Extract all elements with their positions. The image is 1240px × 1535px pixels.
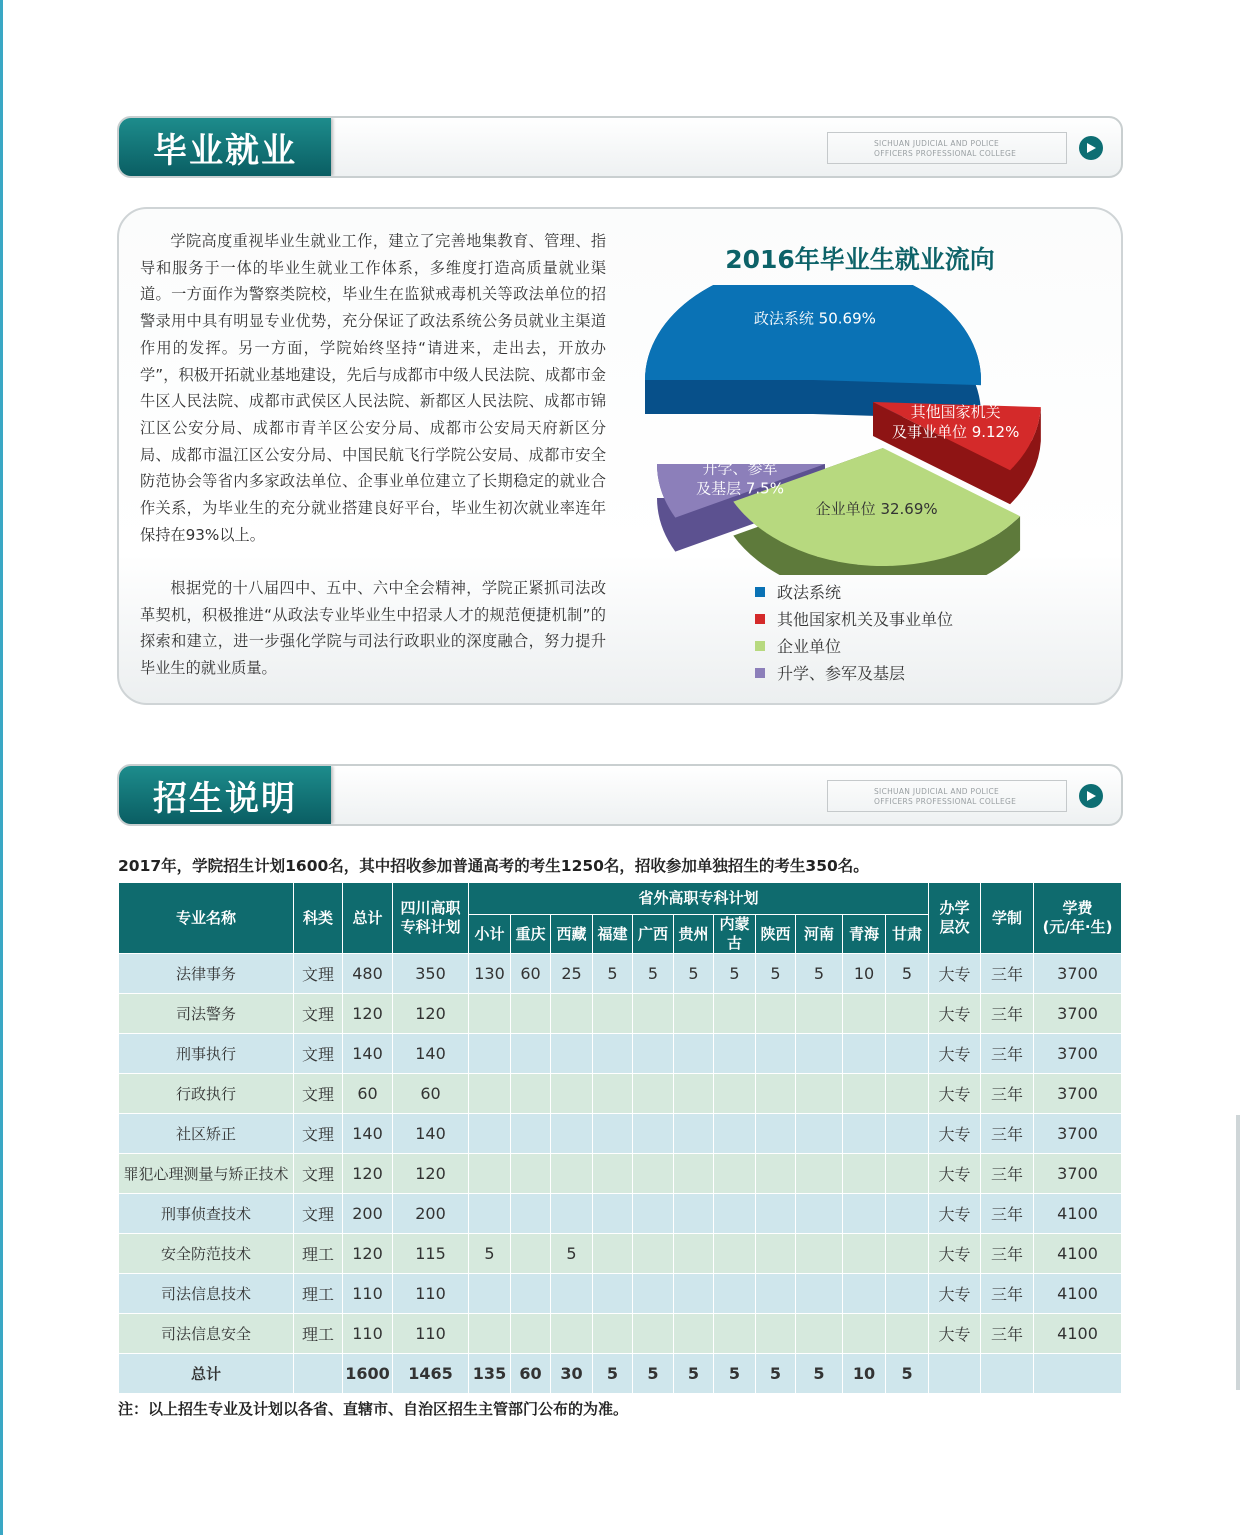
cell-p10: [886, 1074, 929, 1114]
cell-p4: [633, 1194, 674, 1234]
cell-total: 1600: [343, 1354, 393, 1394]
table-row: [119, 1314, 1122, 1354]
legend-item: [755, 578, 953, 605]
cell-p2: 25: [551, 954, 593, 994]
play-arrow-button[interactable]: [1079, 784, 1103, 808]
cell-p10: [886, 1154, 929, 1194]
legend-item: [755, 605, 953, 632]
cell-p9: 10: [843, 954, 886, 994]
cell-p4: 5: [633, 1354, 674, 1394]
cell-p8: [796, 1274, 843, 1314]
cell-p7: [756, 1314, 796, 1354]
cell-sichuan: 110: [393, 1274, 469, 1314]
pie-slice: [645, 285, 981, 385]
cell-p5: [674, 1274, 714, 1314]
cell-major: 总计: [119, 1354, 294, 1394]
cell-p10: [886, 1114, 929, 1154]
cell-p6: [714, 1074, 756, 1114]
cell-p3: [593, 1314, 633, 1354]
header-line: (元/年·生): [1042, 918, 1113, 936]
cell-p10: [886, 1234, 929, 1274]
cell-total: 120: [343, 1234, 393, 1274]
cell-p9: [843, 1074, 886, 1114]
cell-p9: [843, 1274, 886, 1314]
cell-p6: [714, 1154, 756, 1194]
cell-p1: [511, 1114, 551, 1154]
col-header-province: 福建: [593, 915, 633, 954]
cell-p10: [886, 1314, 929, 1354]
cell-major: 法律事务: [119, 954, 294, 994]
cell-p6: [714, 1234, 756, 1274]
cell-p9: 10: [843, 1354, 886, 1394]
cell-subject: 文理: [294, 1194, 343, 1234]
cell-total: 200: [343, 1194, 393, 1234]
chart-title: 2016年毕业生就业流向: [725, 245, 995, 274]
col-header-outside-plan: 省外高职专科计划: [469, 883, 929, 915]
cell-fee: 3700: [1034, 1154, 1122, 1194]
col-header-major: 专业名称: [119, 883, 294, 954]
pie-data-label: 升学、参军: [702, 459, 778, 478]
cell-p2: [551, 1194, 593, 1234]
pie-data-label: 其他国家机关: [910, 402, 1001, 421]
legend-swatch: [755, 641, 765, 651]
cell-p3: [593, 1274, 633, 1314]
cell-p2: [551, 1074, 593, 1114]
cell-p10: 5: [886, 1354, 929, 1394]
play-arrow-icon: [1085, 142, 1097, 154]
cell-subject: 文理: [294, 1074, 343, 1114]
cell-subject: 理工: [294, 1234, 343, 1274]
cell-level: 大专: [929, 994, 981, 1034]
cell-duration: 三年: [981, 1114, 1034, 1154]
cell-p9: [843, 994, 886, 1034]
cell-duration: 三年: [981, 1074, 1034, 1114]
table-row: [119, 1274, 1122, 1314]
cell-p7: [756, 1114, 796, 1154]
col-header-province: 内蒙古: [714, 915, 756, 954]
cell-p2: 30: [551, 1354, 593, 1394]
cell-p7: 5: [756, 954, 796, 994]
cell-p6: [714, 1114, 756, 1154]
cell-p5: [674, 1314, 714, 1354]
cell-p4: 5: [633, 954, 674, 994]
cell-p10: [886, 994, 929, 1034]
cell-sichuan: 140: [393, 1114, 469, 1154]
college-name-box: [827, 780, 1067, 812]
cell-fee: 3700: [1034, 994, 1122, 1034]
table-row: [119, 994, 1122, 1034]
cell-p8: [796, 1234, 843, 1274]
cell-level: 大专: [929, 1154, 981, 1194]
pie-data-label: 政法系统 50.69%: [753, 309, 876, 328]
cell-major: 社区矫正: [119, 1114, 294, 1154]
col-header-province: 青海: [843, 915, 886, 954]
cell-p4: [633, 1074, 674, 1114]
cell-p0: [469, 994, 511, 1034]
cell-p5: [674, 994, 714, 1034]
section-title: 招生说明: [119, 766, 331, 824]
cell-duration: 三年: [981, 1274, 1034, 1314]
college-name-line: OFFICERS PROFESSIONAL COLLEGE: [874, 797, 1017, 806]
cell-p7: [756, 1154, 796, 1194]
cell-subject: 文理: [294, 994, 343, 1034]
cell-p4: [633, 1234, 674, 1274]
col-header-sichuan: [393, 883, 469, 954]
table-row: [119, 1194, 1122, 1234]
cell-major: 刑事侦查技术: [119, 1194, 294, 1234]
cell-p2: [551, 1154, 593, 1194]
cell-p1: [511, 994, 551, 1034]
cell-sichuan: 110: [393, 1314, 469, 1354]
cell-p5: [674, 1194, 714, 1234]
cell-p6: 5: [714, 954, 756, 994]
section-header-admission: [117, 764, 1123, 826]
cell-duration: 三年: [981, 1034, 1034, 1074]
cell-p3: [593, 1034, 633, 1074]
cell-fee: 3700: [1034, 1034, 1122, 1074]
cell-p6: [714, 1194, 756, 1234]
cell-sichuan: 1465: [393, 1354, 469, 1394]
cell-duration: [981, 1354, 1034, 1394]
cell-p3: [593, 1194, 633, 1234]
cell-p3: [593, 1114, 633, 1154]
cell-p9: [843, 1034, 886, 1074]
cell-p8: 5: [796, 954, 843, 994]
cell-total: 110: [343, 1314, 393, 1354]
cell-p3: [593, 994, 633, 1034]
cell-p0: [469, 1074, 511, 1114]
cell-p6: 5: [714, 1354, 756, 1394]
section-header-employment: [117, 116, 1123, 178]
cell-sichuan: 350: [393, 954, 469, 994]
cell-p6: [714, 1274, 756, 1314]
college-name-line: SICHUAN JUDICIAL AND POLICE: [874, 139, 1000, 148]
cell-p7: [756, 1194, 796, 1234]
cell-sichuan: 200: [393, 1194, 469, 1234]
cell-fee: 3700: [1034, 1074, 1122, 1114]
cell-p9: [843, 1194, 886, 1234]
cell-p0: [469, 1154, 511, 1194]
col-header-duration: 学制: [981, 883, 1034, 954]
admission-table: [118, 882, 1122, 1394]
col-header-province: 小计: [469, 915, 511, 954]
legend-label: 企业单位: [777, 637, 842, 656]
college-name-line: SICHUAN JUDICIAL AND POLICE: [874, 787, 1000, 796]
legend-swatch: [755, 668, 765, 678]
table-row: [119, 954, 1122, 994]
cell-total: 120: [343, 1154, 393, 1194]
cell-subject: 文理: [294, 954, 343, 994]
cell-p10: [886, 1034, 929, 1074]
col-header-province: 河南: [796, 915, 843, 954]
cell-duration: 三年: [981, 954, 1034, 994]
cell-p7: [756, 1274, 796, 1314]
cell-p7: [756, 1034, 796, 1074]
section-title: 毕业就业: [119, 118, 331, 176]
cell-p0: [469, 1274, 511, 1314]
col-header-total: 总计: [343, 883, 393, 954]
cell-p3: [593, 1234, 633, 1274]
cell-p1: [511, 1274, 551, 1314]
employment-paragraph: 根据党的十八届四中、五中、六中全会精神，学院正紧抓司法改革契机，积极推进“从政法专业毕业生中招录人才的规范便捷机制”的探索和建立，进一步强化学院与司法行政职业的深度融合，努力提升毕业生的就业质量。: [140, 579, 606, 678]
header-line: 层次: [939, 918, 970, 936]
pie-data-label: 及基层 7.5%: [696, 479, 784, 498]
cell-p4: [633, 1114, 674, 1154]
play-arrow-icon: [1085, 790, 1097, 802]
col-header-province: 西藏: [551, 915, 593, 954]
cell-p4: [633, 994, 674, 1034]
cell-p9: [843, 1234, 886, 1274]
cell-p8: [796, 1034, 843, 1074]
cell-fee: 4100: [1034, 1274, 1122, 1314]
page-edge-tab: [1236, 1115, 1240, 1390]
legend-item: [755, 659, 953, 686]
cell-level: 大专: [929, 1274, 981, 1314]
cell-p1: [511, 1314, 551, 1354]
cell-level: 大专: [929, 1034, 981, 1074]
cell-major: 司法信息技术: [119, 1274, 294, 1314]
page-edge-line: [0, 0, 3, 1535]
cell-major: 司法警务: [119, 994, 294, 1034]
cell-p5: [674, 1234, 714, 1274]
cell-subject: 文理: [294, 1034, 343, 1074]
cell-subject: 理工: [294, 1314, 343, 1354]
cell-level: [929, 1354, 981, 1394]
col-header-province: 甘肃: [886, 915, 929, 954]
cell-p2: [551, 1114, 593, 1154]
cell-level: 大专: [929, 1314, 981, 1354]
cell-p6: [714, 1314, 756, 1354]
table-row: [119, 1074, 1122, 1114]
cell-sichuan: 140: [393, 1034, 469, 1074]
cell-p5: [674, 1114, 714, 1154]
cell-p2: [551, 1034, 593, 1074]
cell-p5: 5: [674, 1354, 714, 1394]
cell-p0: 130: [469, 954, 511, 994]
cell-major: 刑事执行: [119, 1034, 294, 1074]
cell-p7: [756, 1074, 796, 1114]
cell-fee: 4100: [1034, 1314, 1122, 1354]
col-header-province: 贵州: [674, 915, 714, 954]
col-header-province: 广西: [633, 915, 674, 954]
cell-subject: 文理: [294, 1154, 343, 1194]
cell-p2: 5: [551, 1234, 593, 1274]
cell-duration: 三年: [981, 1194, 1034, 1234]
cell-p5: [674, 1034, 714, 1074]
cell-fee: [1034, 1354, 1122, 1394]
header-line: 学费: [1062, 899, 1093, 917]
cell-sichuan: 120: [393, 994, 469, 1034]
legend-swatch: [755, 614, 765, 624]
pie-data-label: 及事业单位 9.12%: [891, 422, 1020, 441]
legend-swatch: [755, 587, 765, 597]
cell-p0: 135: [469, 1354, 511, 1394]
cell-total: 480: [343, 954, 393, 994]
cell-total: 140: [343, 1114, 393, 1154]
legend-label: 升学、参军及基层: [777, 664, 906, 683]
cell-subject: [294, 1354, 343, 1394]
cell-major: 罪犯心理测量与矫正技术: [119, 1154, 294, 1194]
cell-p2: [551, 1314, 593, 1354]
cell-fee: 4100: [1034, 1234, 1122, 1274]
pie-chart: [620, 285, 1100, 575]
admission-footnote: 注：以上招生专业及计划以各省、直辖市、自治区招生主管部门公布的为准。: [118, 1400, 629, 1418]
cell-p3: 5: [593, 954, 633, 994]
col-header-province: 重庆: [511, 915, 551, 954]
table-row: [119, 1034, 1122, 1074]
cell-sichuan: 60: [393, 1074, 469, 1114]
cell-subject: 理工: [294, 1274, 343, 1314]
cell-fee: 3700: [1034, 954, 1122, 994]
cell-p1: [511, 1194, 551, 1234]
cell-p4: [633, 1274, 674, 1314]
cell-duration: 三年: [981, 1314, 1034, 1354]
college-name-box: [827, 132, 1067, 164]
cell-duration: 三年: [981, 994, 1034, 1034]
cell-p10: [886, 1274, 929, 1314]
col-header-subject: 科类: [294, 883, 343, 954]
cell-p8: [796, 1154, 843, 1194]
cell-sichuan: 120: [393, 1154, 469, 1194]
cell-level: 大专: [929, 1114, 981, 1154]
cell-p1: [511, 1034, 551, 1074]
cell-p2: [551, 1274, 593, 1314]
col-header-level: [929, 883, 981, 954]
cell-p7: 5: [756, 1354, 796, 1394]
employment-paragraph: 学院高度重视毕业生就业工作，建立了完善地集教育、管理、指导和服务于一体的毕业生就业工作体系，多维度打造高质量就业渠道。一方面作为警察类院校，毕业生在监狱戒毒机关等政法单位的招警录用中具有明显专业优势，充分保证了政法系统公务员就业主渠道作用的发挥。另一方面，学院始终坚持“请进来，走出去，开放办学”，积极开拓就业基地建设，先后与成都市中级人民法院、成都市金牛区人民法院、成都市武侯区人民法院、新都区人民法院、成都市锦江区公安分局、成都市青羊区公安分局、成都市公安局天府新区分局、成都市温江区公安分局、中国民航飞行学院公安局、成都市安全防范协会等省内多家政法单位、企事业单位建立了长期稳定的就业合作关系，为毕业生的充分就业搭建良好平台，毕业生初次就业率连年保持在93%以上。: [140, 232, 606, 544]
cell-fee: 4100: [1034, 1194, 1122, 1234]
cell-p7: [756, 1234, 796, 1274]
cell-total: 110: [343, 1274, 393, 1314]
cell-p8: [796, 994, 843, 1034]
cell-p5: [674, 1074, 714, 1114]
chart-legend: [755, 578, 953, 686]
cell-subject: 文理: [294, 1114, 343, 1154]
header-line: 办学: [939, 899, 970, 917]
legend-item: [755, 632, 953, 659]
cell-duration: 三年: [981, 1154, 1034, 1194]
cell-total: 60: [343, 1074, 393, 1114]
cell-total: 140: [343, 1034, 393, 1074]
cell-p8: 5: [796, 1354, 843, 1394]
table-row: [119, 1114, 1122, 1154]
cell-p6: [714, 1034, 756, 1074]
cell-p1: 60: [511, 954, 551, 994]
cell-p9: [843, 1154, 886, 1194]
col-header-fee: [1034, 883, 1122, 954]
cell-p7: [756, 994, 796, 1034]
cell-duration: 三年: [981, 1234, 1034, 1274]
cell-level: 大专: [929, 954, 981, 994]
cell-level: 大专: [929, 1074, 981, 1114]
cell-fee: 3700: [1034, 1114, 1122, 1154]
table-row-total: [119, 1354, 1122, 1394]
cell-p2: [551, 994, 593, 1034]
header-line: 专科计划: [400, 918, 461, 936]
cell-p3: [593, 1074, 633, 1114]
cell-p0: [469, 1114, 511, 1154]
cell-p9: [843, 1314, 886, 1354]
legend-label: 政法系统: [777, 583, 842, 602]
cell-major: 司法信息安全: [119, 1314, 294, 1354]
cell-major: 安全防范技术: [119, 1234, 294, 1274]
cell-p10: [886, 1194, 929, 1234]
table-row: [119, 1154, 1122, 1194]
cell-p8: [796, 1074, 843, 1114]
cell-p4: [633, 1154, 674, 1194]
table-row: [119, 1234, 1122, 1274]
cell-p1: [511, 1154, 551, 1194]
cell-p5: [674, 1154, 714, 1194]
cell-total: 120: [343, 994, 393, 1034]
header-line: 四川高职: [400, 899, 461, 917]
col-header-province: 陕西: [756, 915, 796, 954]
cell-level: 大专: [929, 1234, 981, 1274]
cell-p1: [511, 1074, 551, 1114]
cell-major: 行政执行: [119, 1074, 294, 1114]
cell-p1: [511, 1234, 551, 1274]
cell-sichuan: 115: [393, 1234, 469, 1274]
admission-plan-note: 2017年，学院招生计划1600名，其中招收参加普通高考的考生1250名，招收参加单独招生的考生350名。: [118, 857, 869, 875]
cell-p0: [469, 1194, 511, 1234]
cell-p4: [633, 1314, 674, 1354]
pie-data-label: 企业单位 32.69%: [815, 500, 938, 519]
cell-p1: 60: [511, 1354, 551, 1394]
college-name-line: OFFICERS PROFESSIONAL COLLEGE: [874, 149, 1017, 158]
legend-label: 其他国家机关及事业单位: [777, 610, 954, 629]
cell-p8: [796, 1194, 843, 1234]
cell-p6: [714, 994, 756, 1034]
cell-p10: 5: [886, 954, 929, 994]
cell-level: 大专: [929, 1194, 981, 1234]
cell-p3: [593, 1154, 633, 1194]
cell-p4: [633, 1034, 674, 1074]
cell-p5: 5: [674, 954, 714, 994]
cell-p3: 5: [593, 1354, 633, 1394]
play-arrow-button[interactable]: [1079, 136, 1103, 160]
cell-p0: [469, 1314, 511, 1354]
cell-p0: [469, 1034, 511, 1074]
cell-p0: 5: [469, 1234, 511, 1274]
cell-p8: [796, 1314, 843, 1354]
cell-p8: [796, 1114, 843, 1154]
cell-p9: [843, 1114, 886, 1154]
